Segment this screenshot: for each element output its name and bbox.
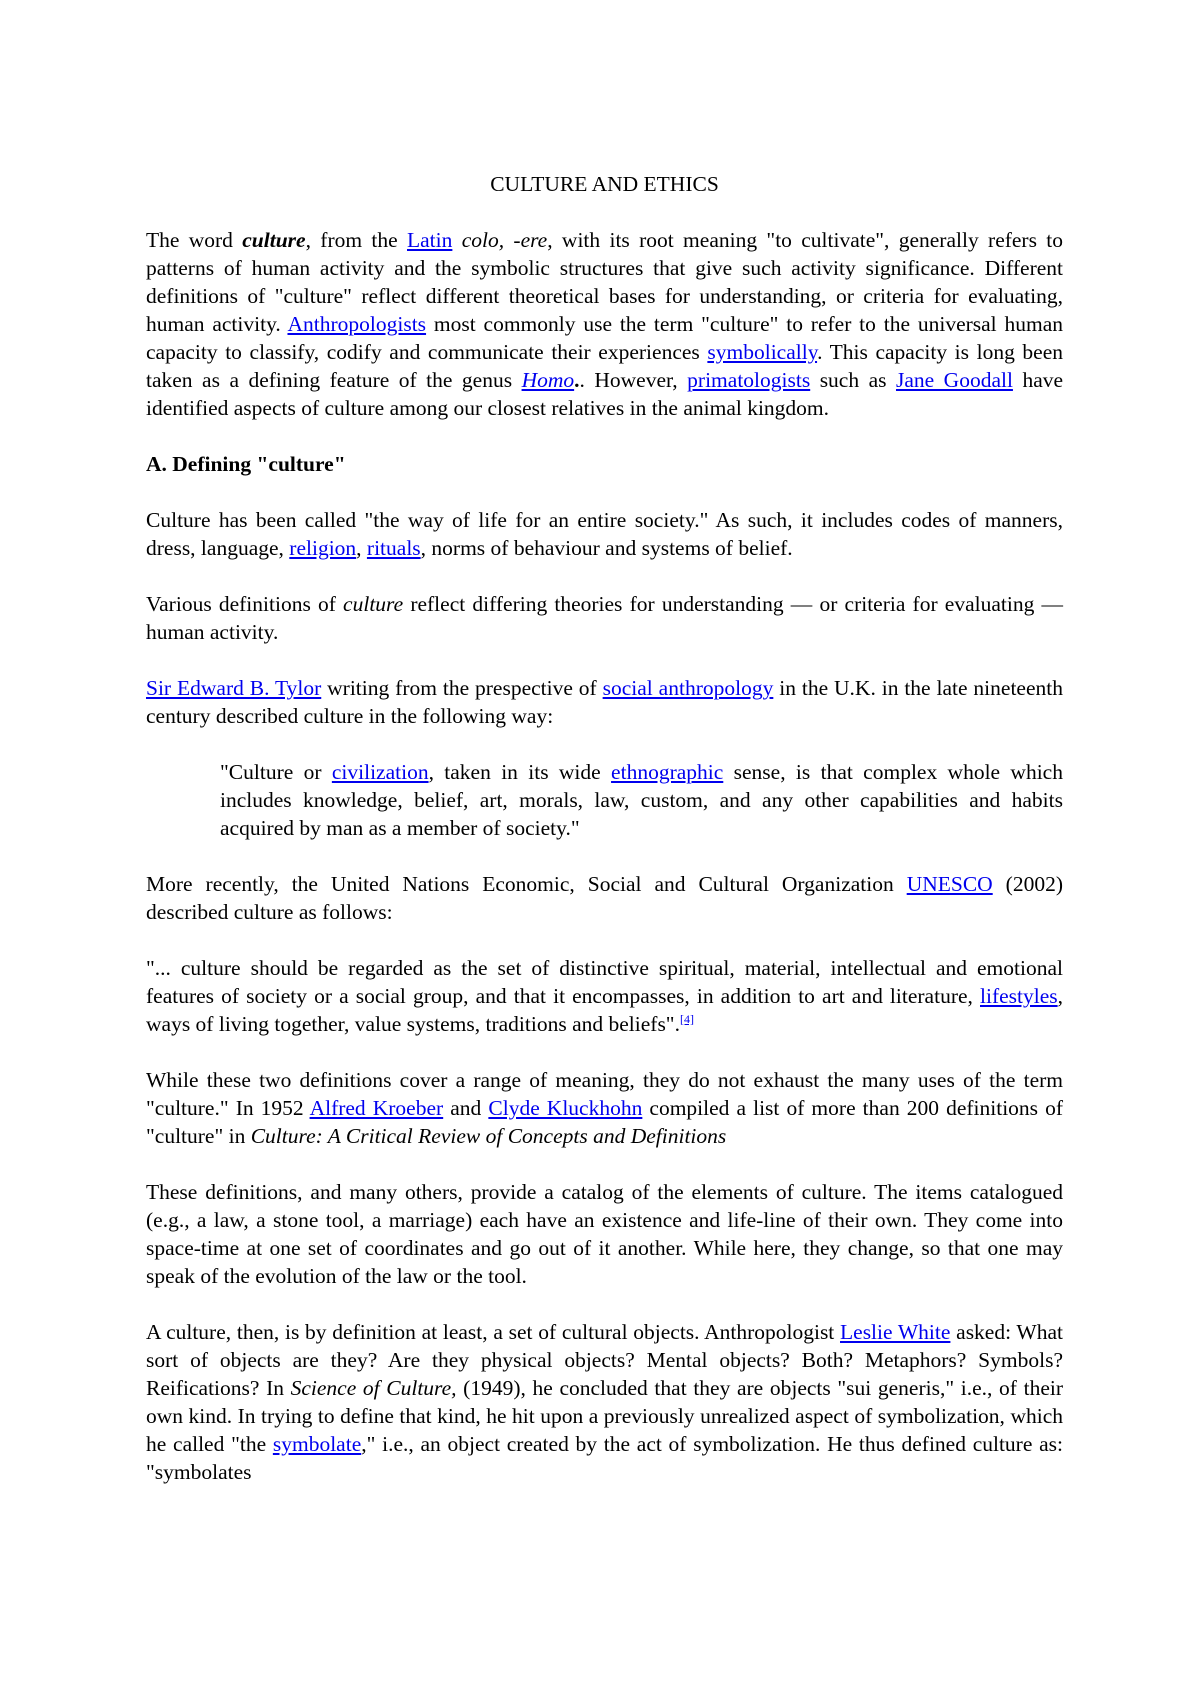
link-social-anthropology[interactable]: social anthropology: [602, 676, 774, 700]
link-civilization[interactable]: civilization: [331, 760, 429, 784]
term-culture: culture: [242, 228, 306, 252]
link-tylor[interactable]: Sir Edward B. Tylor: [146, 676, 322, 700]
paragraph-way-of-life: Culture has been called "the way of life for an entire society." As such, it includes codes of manners, dress, language, religion, rituals, norms of behaviour and systems of belief.: [146, 508, 1063, 560]
link-latin[interactable]: Latin: [407, 228, 453, 252]
link-symbolate[interactable]: symbolate: [272, 1432, 362, 1456]
section-heading-defining-culture: A. Defining "culture": [146, 452, 346, 476]
link-homo[interactable]: Homo: [521, 368, 575, 392]
intro-paragraph: The word culture, from the Latin colo, -ere, with its root meaning "to cultivate", generally refers to patterns of human activity and the symbolic structures that give such activity significance. Different definitions of "culture" reflect different theoretical bases for understanding, or criteria for evaluating, human activity. Anthropologists most commonly use the term "culture" to refer to the universal human capacity to classify, codify and communicate their experiences symbolically. This capacity is long been taken as a defining feature of the genus Homo.. However, primatologists such as Jane Goodall have identified aspects of culture among our closest relatives in the animal kingdom.: [146, 228, 1064, 420]
link-kluckhohn[interactable]: Clyde Kluckhohn: [488, 1096, 643, 1120]
link-unesco[interactable]: UNESCO: [906, 872, 993, 896]
document-body: [146, 170, 1063, 1486]
book-title-culture: Culture: A Critical Review of Concepts and Definitions: [250, 1124, 727, 1148]
paragraph-catalog: These definitions, and many others, provide a catalog of the elements of culture. The items catalogued (e.g., a law, a stone tool, a marriage) each have an existence and life-line of their own. They come into space-time at one set of coordinates and go out of it another. While here, they change, so that one may speak of the evolution of the law or the tool.: [146, 1180, 1063, 1288]
tylor-quote: "Culture or civilization, taken in its wide ethnographic sense, is that complex whole which includes knowledge, belief, art, morals, law, custom, and any other capabilities and habits acquired by man as a member of society.": [220, 760, 1063, 840]
link-jane-goodall[interactable]: Jane Goodall: [895, 368, 1013, 392]
page-title: CULTURE AND ETHICS: [490, 172, 719, 196]
reference-link[interactable]: [4]: [679, 1011, 694, 1026]
link-lifestyles[interactable]: lifestyles: [980, 984, 1058, 1008]
paragraph-unesco: More recently, the United Nations Economic, Social and Cultural Organization UNESCO (2002) described culture as follows:: [146, 872, 1063, 924]
term-colo: colo, -ere: [461, 228, 548, 252]
link-leslie-white[interactable]: Leslie White: [840, 1320, 951, 1344]
link-symbolically[interactable]: symbolically: [707, 340, 818, 364]
paragraph-various-definitions: Various definitions of culture reflect differing theories for understanding — or criteria for evaluating — human activity.: [146, 592, 1063, 644]
paragraph-tylor: Sir Edward B. Tylor writing from the prespective of social anthropology in the U.K. in the late nineteenth century described culture in the following way:: [146, 676, 1063, 728]
paragraph-leslie-white: A culture, then, is by definition at least, a set of cultural objects. Anthropologist Leslie White asked: What sort of objects are they? Are they physical objects? Mental objects? Both? Metaphors? Symbols? Reifications? In Science of Culture, (1949), he concluded that they are objects "sui generis," i.e., of their own kind. In trying to define that kind, he hit upon a previously unrealized aspect of symbolization, which he called "the symbolate," i.e., an object created by the act of symbolization. He thus defined culture as: "symbolates: [146, 1320, 1063, 1484]
link-primatologists[interactable]: primatologists: [687, 368, 811, 392]
link-anthropologists[interactable]: Anthropologists: [287, 312, 427, 336]
link-rituals[interactable]: rituals: [366, 536, 421, 560]
unesco-quote: "... culture should be regarded as the set of distinctive spiritual, material, intellectual and emotional features of society or a social group, and that it encompasses, in addition to art and literature, lifestyles, ways of living together, value systems, traditions and beliefs".[4]: [146, 956, 1063, 1036]
link-ethnographic[interactable]: ethnographic: [611, 760, 724, 784]
book-title-science-of-culture: Science of Culture,: [290, 1376, 457, 1400]
paragraph-kroeber: While these two definitions cover a range of meaning, they do not exhaust the many uses of the term "culture." In 1952 Alfred Kroeber and Clyde Kluckhohn compiled a list of more than 200 definitions of "culture" in Culture: A Critical Review of Concepts and Definitions: [146, 1068, 1064, 1148]
link-kroeber[interactable]: Alfred Kroeber: [309, 1096, 444, 1120]
link-religion[interactable]: religion: [289, 536, 357, 560]
